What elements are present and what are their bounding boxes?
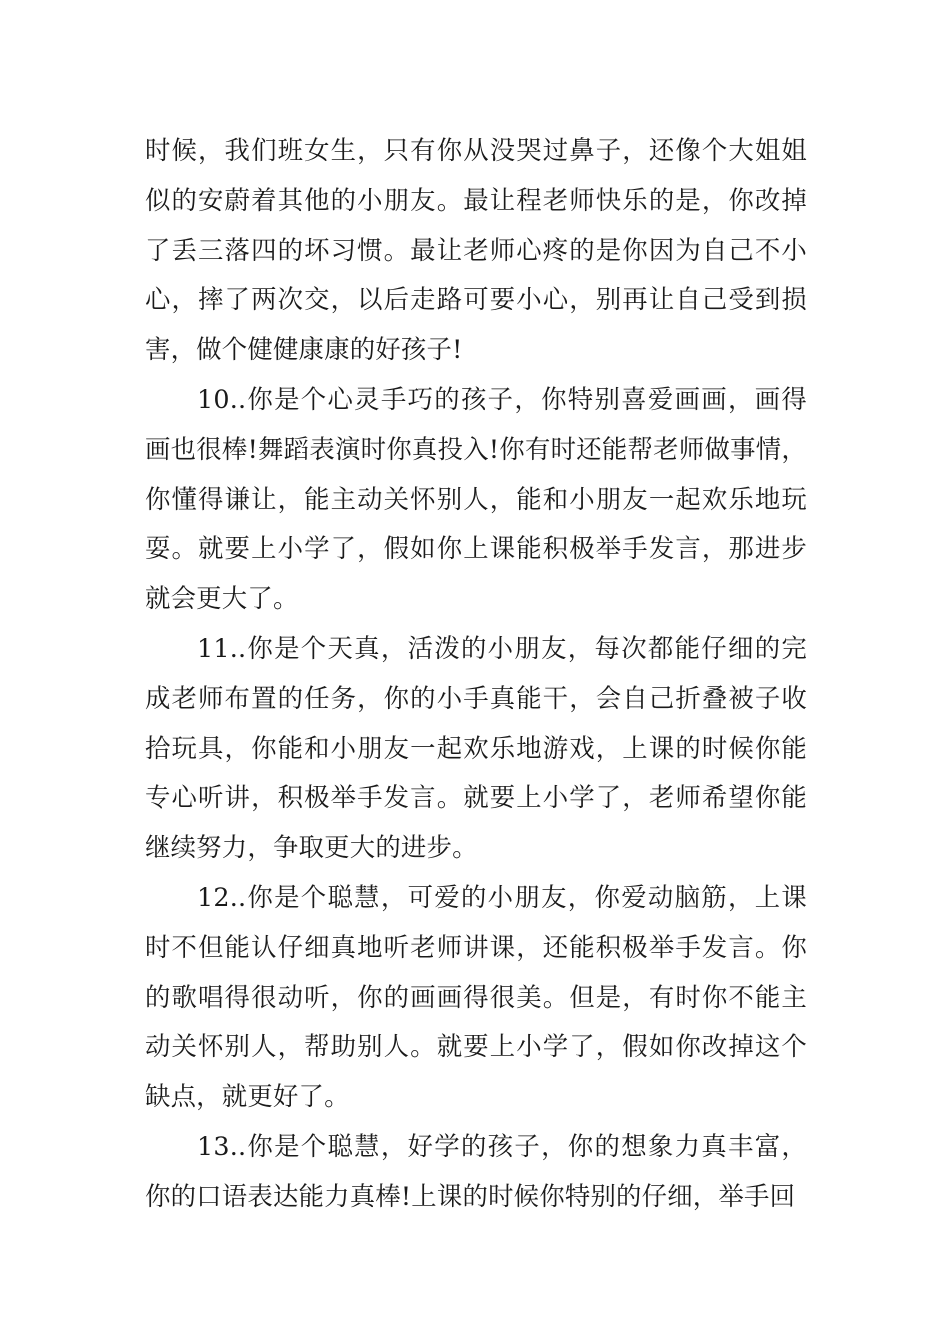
paragraph-item-11: 11..你是个天真，活泼的小朋友，每次都能仔细的完成老师布置的任务，你的小手真能干，会自己折叠被子收拾玩具，你能和小朋友一起欢乐地游戏，上课的时候你能专心听讲，积极举手发言。就要上小学了，老师希望你能继续努力，争取更大的进步。 <box>145 632 807 863</box>
paragraph-continued: 时候，我们班女生，只有你从没哭过鼻子，还像个大姐姐似的安蔚着其他的小朋友。最让程老师快乐的是，你改掉了丢三落四的坏习惯。最让老师心疼的是你因为自己不小心，摔了两次交，以后走路可要小心，别再让自己受到损害，做个健健康康的好孩子! <box>145 135 807 365</box>
paragraph-item-10: 10..你是个心灵手巧的孩子，你特别喜爱画画，画得画也很棒!舞蹈表演时你真投入!你有时还能帮老师做事情，你懂得谦让，能主动关怀别人，能和小朋友一起欢乐地玩耍。就要上小学了，假如你上课能积极举手发言，那进步就会更大了。 <box>145 383 807 614</box>
paragraph-item-12: 12..你是个聪慧，可爱的小朋友，你爱动脑筋，上课时不但能认仔细真地听老师讲课，还能积极举手发言。你的歌唱得很动听，你的画画得很美。但是，有时你不能主动关怀别人，帮助别人。就要上小学了，假如你改掉这个缺点，就更好了。 <box>145 881 807 1112</box>
document-body <box>145 126 807 1222</box>
paragraph-item-13: 13..你是个聪慧，好学的孩子，你的想象力真丰富，你的口语表达能力真棒!上课的时候你特别的仔细，举手回 <box>145 1130 807 1211</box>
